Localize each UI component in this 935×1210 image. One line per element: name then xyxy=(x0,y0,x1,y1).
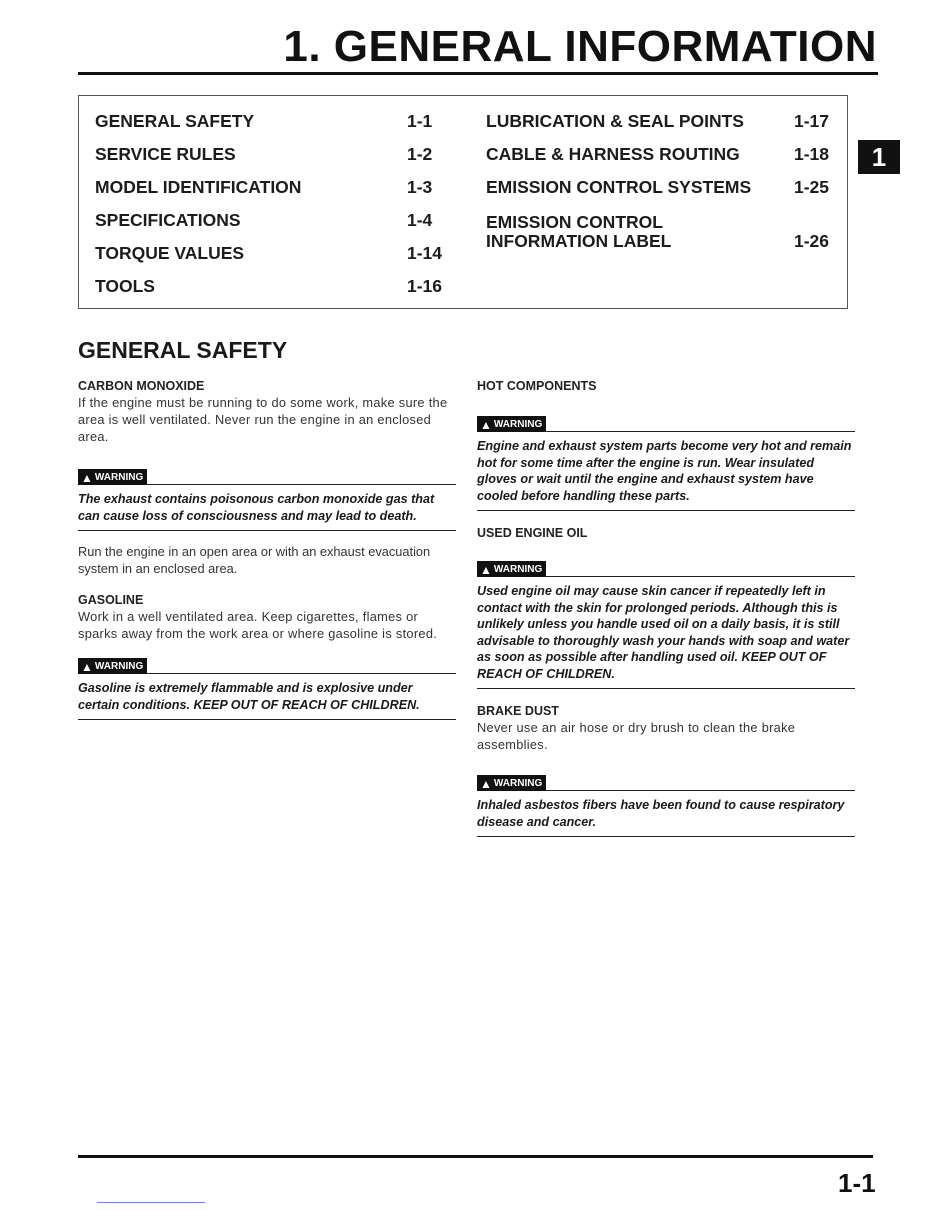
warning-brake-dust xyxy=(477,773,855,837)
warning-label: WARNING xyxy=(94,661,144,672)
footer-rule xyxy=(78,1155,873,1158)
toc-entry-page: 1-18 xyxy=(794,144,830,164)
link-underline[interactable] xyxy=(97,1202,205,1203)
toc-entry-label: LUBRICATION & SEAL POINTS xyxy=(486,111,744,131)
toc-entry-page: 1-14 xyxy=(407,243,443,263)
warning-text: Gasoline is extremely flammable and is explosive under certain conditions. KEEP OUT OF REACH OF CHILDREN. xyxy=(78,681,420,712)
warning-rule xyxy=(147,673,456,674)
warning-rule xyxy=(546,576,855,577)
chapter-tab: 1 xyxy=(858,140,900,174)
subheading-carbon-monoxide: CARBON MONOXIDE xyxy=(78,379,205,393)
toc-entry-model-identification[interactable] xyxy=(95,178,455,198)
toc-entry-label: GENERAL SAFETY xyxy=(95,111,255,131)
warning-text: Inhaled asbestos fibers have been found to cause respiratory disease and cancer. xyxy=(477,798,845,829)
warning-rule xyxy=(546,431,855,432)
toc-entry-specifications[interactable] xyxy=(95,211,455,231)
toc-entry-cable-harness-routing[interactable] xyxy=(486,145,836,165)
warning-triangle-icon: ▲ xyxy=(81,659,93,674)
toc-entry-torque-values[interactable] xyxy=(95,244,455,264)
warning-bottom-rule xyxy=(477,688,855,689)
subheading-gasoline: GASOLINE xyxy=(78,593,144,607)
toc-entry-label: EMISSION CONTROL SYSTEMS xyxy=(486,177,752,197)
toc-entry-emission-control-information-label[interactable] xyxy=(486,213,836,253)
warning-bottom-rule xyxy=(477,510,855,511)
toc-entry-page: 1-1 xyxy=(407,111,433,131)
toc-entry-general-safety[interactable] xyxy=(95,112,455,132)
warning-text: Engine and exhaust system parts become very hot and remain hot for some time after the engine is run. Wear insulated gloves or wait until the engine and exhaust system have cooled before handling these parts. xyxy=(477,439,852,503)
toc-entry-tools[interactable] xyxy=(95,277,455,297)
warning-badge xyxy=(477,416,546,432)
warning-bottom-rule xyxy=(477,836,855,837)
warning-hot-components xyxy=(477,414,855,511)
subheading-hot-components: HOT COMPONENTS xyxy=(477,379,597,393)
subheading-brake-dust: BRAKE DUST xyxy=(477,704,559,718)
toc-entry-page: 1-3 xyxy=(407,177,433,197)
warning-text: Used engine oil may cause skin cancer if repeatedly left in contact with the skin for prolonged periods. Although this is unlikely unless you handle used oil on a daily basis, it is still advisable to thoroughly wash your hands with soap and water as soon as possible after handling used oil. KEEP OUT OF REACH OF CHILDREN. xyxy=(477,584,850,681)
warning-bottom-rule xyxy=(78,530,456,531)
brake-dust-body: Never use an air hose or dry brush to clean the brake assemblies. xyxy=(477,720,796,752)
carbon-monoxide-after-text: Run the engine in an open area or with an exhaust evacuation system in an enclosed area. xyxy=(78,544,431,576)
toc-entry-label: EMISSION CONTROL xyxy=(486,212,663,232)
toc-entry-label: SPECIFICATIONS xyxy=(95,210,241,230)
toc-entry-page: 1-17 xyxy=(794,111,830,131)
warning-used-engine-oil xyxy=(477,559,855,689)
warning-triangle-icon: ▲ xyxy=(81,470,93,485)
right-column xyxy=(477,378,855,837)
toc-entry-service-rules[interactable] xyxy=(95,145,455,165)
toc-entry-page: 1-4 xyxy=(407,210,433,230)
toc-entry-page: 1-2 xyxy=(407,144,433,164)
warning-badge xyxy=(78,658,147,674)
table-of-contents xyxy=(78,95,848,309)
page-title: 1. GENERAL INFORMATION xyxy=(283,22,877,71)
toc-entry-label: TORQUE VALUES xyxy=(95,243,245,263)
warning-gasoline xyxy=(78,656,456,720)
warning-triangle-icon: ▲ xyxy=(480,562,492,577)
carbon-monoxide-body: If the engine must be running to do some work, make sure the area is well ventilated. Never run the engine in an enclosed area. xyxy=(78,395,448,444)
warning-label: WARNING xyxy=(94,472,144,483)
warning-label: WARNING xyxy=(493,564,543,575)
warning-badge xyxy=(477,775,546,791)
toc-entry-lubrication-seal-points[interactable] xyxy=(486,112,836,132)
warning-rule xyxy=(546,790,855,791)
section-title: GENERAL SAFETY xyxy=(78,337,288,363)
warning-badge xyxy=(78,469,147,485)
warning-label: WARNING xyxy=(493,419,543,430)
warning-bottom-rule xyxy=(78,719,456,720)
warning-triangle-icon: ▲ xyxy=(480,417,492,432)
warning-carbon-monoxide xyxy=(78,467,456,531)
warning-label: WARNING xyxy=(493,778,543,789)
gasoline-body: Work in a well ventilated area. Keep cigarettes, flames or sparks away from the work area or where gasoline is stored. xyxy=(78,609,438,641)
warning-badge xyxy=(477,561,546,577)
warning-rule xyxy=(147,484,456,485)
toc-entry-emission-control-systems[interactable] xyxy=(486,178,836,198)
toc-entry-label: CABLE & HARNESS ROUTING xyxy=(486,144,740,164)
toc-entry-label: MODEL IDENTIFICATION xyxy=(95,177,302,197)
warning-triangle-icon: ▲ xyxy=(480,776,492,791)
title-rule xyxy=(78,72,878,75)
page-number: 1-1 xyxy=(838,1168,876,1198)
toc-entry-page: 1-16 xyxy=(407,276,443,296)
toc-entry-label-line2: INFORMATION LABEL xyxy=(486,231,672,251)
subheading-used-engine-oil: USED ENGINE OIL xyxy=(477,526,588,540)
toc-entry-page: 1-26 xyxy=(794,231,830,251)
toc-entry-label: SERVICE RULES xyxy=(95,144,236,164)
left-column xyxy=(78,378,456,720)
toc-entry-label: TOOLS xyxy=(95,276,155,296)
warning-text: The exhaust contains poisonous carbon monoxide gas that can cause loss of consciousness and may lead to death. xyxy=(78,492,435,523)
toc-entry-page: 1-25 xyxy=(794,177,830,197)
